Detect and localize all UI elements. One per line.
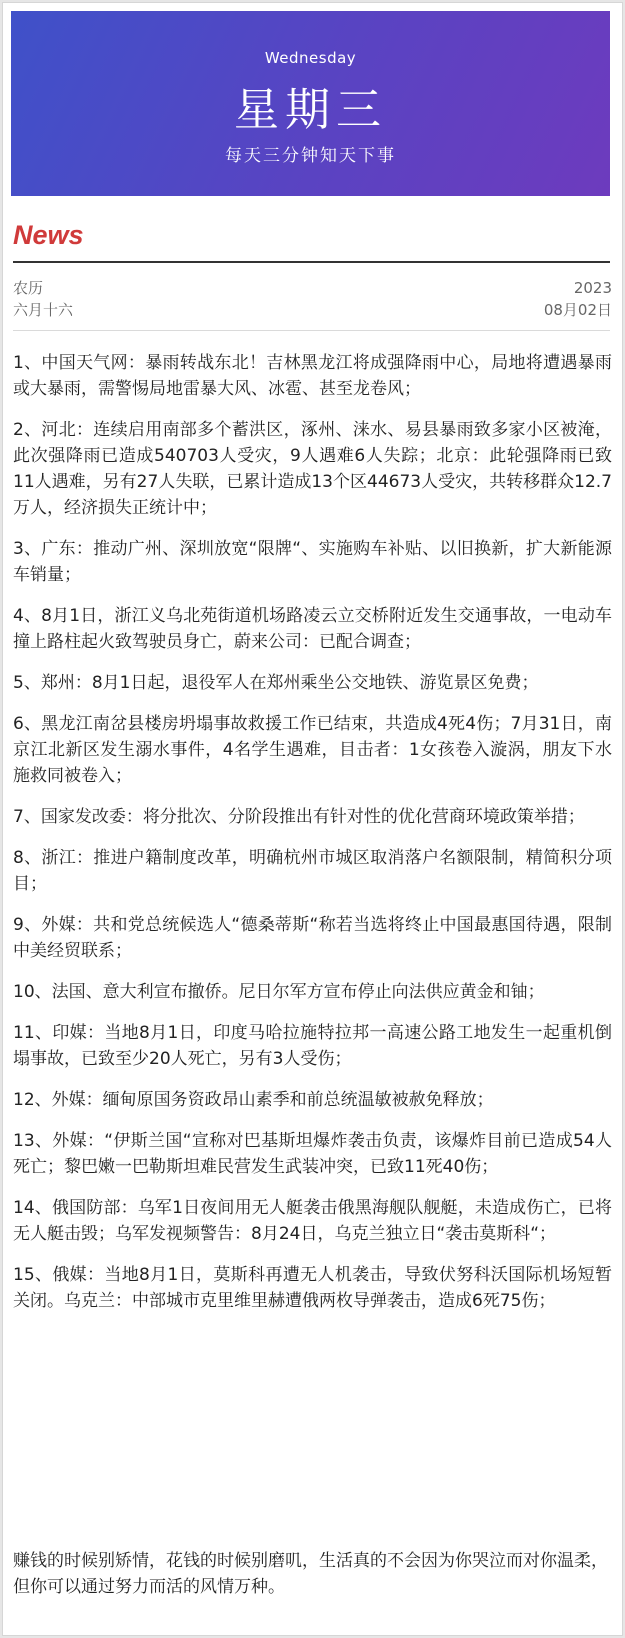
news-item: 7、国家发改委：将分批次、分阶段推出有针对性的优化营商环境政策举措； (13, 807, 585, 827)
news-item: 15、俄媒：当地8月1日，莫斯科再遭无人机袭击，导致伏努科沃国际机场短暂关闭。乌克兰：中部城市克里维里赫遭俄两枚导弹袭击，造成6死75伤； (13, 1265, 612, 1311)
weekday-chinese: 星期三 (233, 83, 387, 136)
news-item: 1、中国天气网：暴雨转战东北！吉林黑龙江将成强降雨中心，局地将遭遇暴雨或大暴雨，需警惕局地雷暴大风、冰雹、甚至龙卷风； (13, 353, 612, 399)
date-divider (13, 330, 610, 331)
date-year: 2023 (573, 279, 612, 297)
news-item: 11、印媒：当地8月1日，印度马哈拉施特拉邦一高速公路工地发生一起重机倒塌事故，已致至少20人死亡，另有3人受伤； (13, 1023, 612, 1069)
news-item: 3、广东：推动广州、深圳放宽“限牌“、实施购车补贴、以旧换新，扩大新能源车销量； (13, 539, 612, 585)
news-list (13, 350, 612, 1329)
news-item: 8、浙江：推进户籍制度改革，明确杭州市城区取消落户名额限制，精简积分项目； (13, 848, 612, 894)
news-item: 13、外媒：“伊斯兰国“宣称对巴基斯坦爆炸袭击负责，该爆炸目前已造成54人死亡；黎巴嫩一巴勒斯坦难民营发生武装冲突，已致11死40伤； (13, 1131, 612, 1177)
date-month-day: 08月02日 (543, 301, 612, 319)
lunar-label: 农历 (13, 279, 44, 297)
news-item: 5、郑州：8月1日起，退役军人在郑州乘坐公交地铁、游览景区免费； (13, 673, 539, 693)
header-banner (11, 11, 610, 196)
news-item: 2、河北：连续启用南部多个蓄洪区，涿州、涞水、易县暴雨致多家小区被淹，此次强降雨已造成540703人受灾，9人遇难6人失踪；北京：此轮强降雨已致11人遇难，另有27人失联，已累计造成13个区44673人受灾，共转移群众12.7万人，经济损失正统计中； (13, 420, 612, 518)
closing-quote: 赚钱的时候别矫情，花钱的时候别磨叽，生活真的不会因为你哭泣而对你温柔，但你可以通过努力而活的风情万种。 (13, 1551, 608, 1597)
section-divider (13, 261, 610, 263)
banner-slogan: 每天三分钟知天下事 (225, 146, 396, 166)
news-section-label: News (13, 220, 84, 250)
lunar-date: 六月十六 (13, 301, 74, 319)
news-item: 14、俄国防部：乌军1日夜间用无人艇袭击俄黑海舰队舰艇，未造成伤亡，已将无人艇击毁；乌军发视频警告：8月24日，乌克兰独立日“袭击莫斯科“； (13, 1198, 612, 1244)
gregorian-date-block (544, 277, 612, 321)
lunar-date-block (13, 277, 73, 321)
news-item: 6、黑龙江南岔县楼房坍塌事故救援工作已结束，共造成4死4伤；7月31日，南京江北新区发生溺水事件，4名学生遇难，目击者：1女孩卷入漩涡，朋友下水施救同被卷入； (13, 714, 612, 786)
news-item: 4、8月1日，浙江义乌北苑街道机场路凌云立交桥附近发生交通事故，一电动车撞上路柱起火致驾驶员身亡，蔚来公司：已配合调查； (13, 606, 612, 652)
news-item: 10、法国、意大利宣布撤侨。尼日尔军方宣布停止向法供应黄金和铀； (13, 982, 545, 1002)
news-item: 9、外媒：共和党总统候选人“德桑蒂斯“称若当选将终止中国最惠国待遇，限制中美经贸联系； (13, 915, 612, 961)
weekday-english: Wednesday (264, 49, 357, 67)
news-item: 12、外媒：缅甸原国务资政昂山素季和前总统温敏被赦免释放； (13, 1090, 494, 1110)
